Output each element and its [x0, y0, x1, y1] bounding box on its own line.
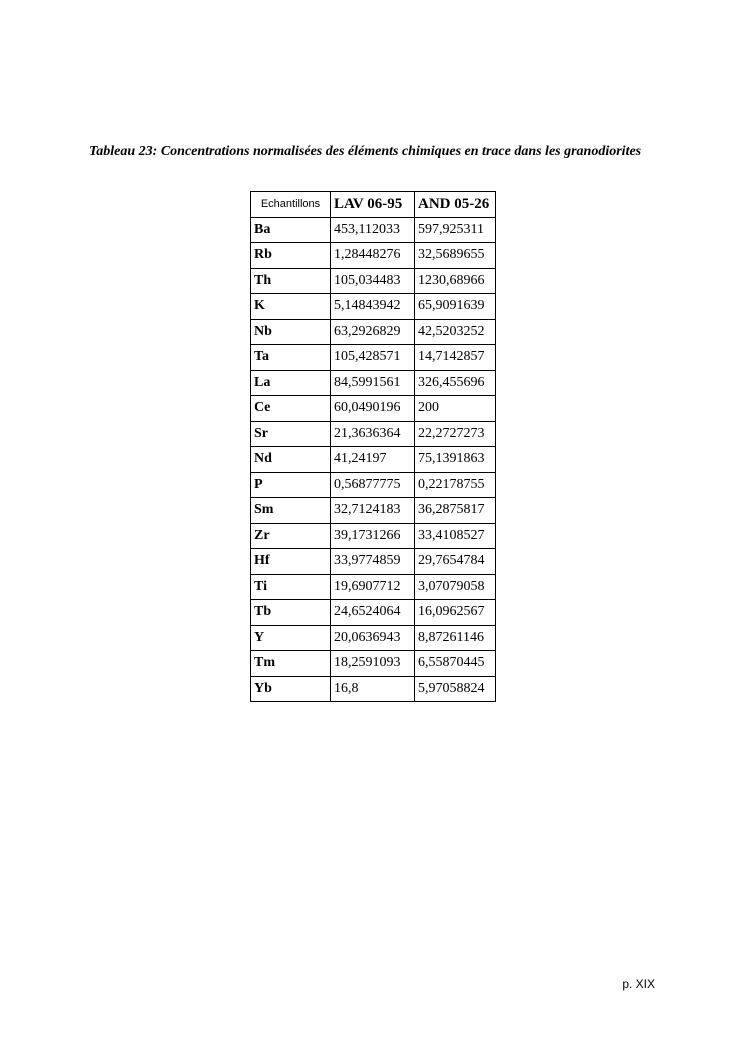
value-cell: 20,0636943 — [331, 625, 415, 651]
value-cell: 0,56877775 — [331, 472, 415, 498]
value-cell: 3,07079058 — [415, 574, 496, 600]
value-cell: 8,87261146 — [415, 625, 496, 651]
value-cell: 19,6907712 — [331, 574, 415, 600]
table-row — [251, 498, 496, 524]
value-cell: 42,5203252 — [415, 319, 496, 345]
element-cell: Hf — [251, 549, 331, 575]
table-row — [251, 421, 496, 447]
table-row — [251, 651, 496, 677]
page-number: p. XIX — [622, 977, 655, 991]
element-cell: Nb — [251, 319, 331, 345]
value-cell: 22,2727273 — [415, 421, 496, 447]
table-row — [251, 319, 496, 345]
value-cell: 5,14843942 — [331, 294, 415, 320]
table-row — [251, 523, 496, 549]
value-cell: 84,5991561 — [331, 370, 415, 396]
table-caption: Tableau 23: Concentrations normalisées des éléments chimiques en trace dans les granodiorites — [89, 144, 642, 159]
value-cell: 6,55870445 — [415, 651, 496, 677]
value-cell: 60,0490196 — [331, 396, 415, 422]
value-cell: 32,7124183 — [331, 498, 415, 524]
value-cell: 16,0962567 — [415, 600, 496, 626]
table-row — [251, 549, 496, 575]
value-cell: 33,9774859 — [331, 549, 415, 575]
element-cell: Nd — [251, 447, 331, 473]
value-cell: 63,2926829 — [331, 319, 415, 345]
value-cell: 1230,68966 — [415, 268, 496, 294]
table-row — [251, 574, 496, 600]
value-cell: 65,9091639 — [415, 294, 496, 320]
value-cell: 16,8 — [331, 676, 415, 702]
table-row — [251, 243, 496, 269]
value-cell: 39,1731266 — [331, 523, 415, 549]
element-cell: Sm — [251, 498, 331, 524]
value-cell: 14,7142857 — [415, 345, 496, 371]
value-cell: 32,5689655 — [415, 243, 496, 269]
element-cell: Ti — [251, 574, 331, 600]
element-cell: Tb — [251, 600, 331, 626]
value-cell: 24,6524064 — [331, 600, 415, 626]
value-cell: 36,2875817 — [415, 498, 496, 524]
value-cell: 29,7654784 — [415, 549, 496, 575]
element-cell: Y — [251, 625, 331, 651]
value-cell: 41,24197 — [331, 447, 415, 473]
value-cell: 453,112033 — [331, 217, 415, 243]
table-row — [251, 625, 496, 651]
element-cell: Zr — [251, 523, 331, 549]
table-row — [251, 676, 496, 702]
column-header-lav-06-95: LAV 06-95 — [331, 192, 415, 218]
table-row — [251, 294, 496, 320]
element-cell: Rb — [251, 243, 331, 269]
element-cell: Yb — [251, 676, 331, 702]
element-cell: Ta — [251, 345, 331, 371]
element-cell: K — [251, 294, 331, 320]
value-cell: 75,1391863 — [415, 447, 496, 473]
element-cell: La — [251, 370, 331, 396]
value-cell: 5,97058824 — [415, 676, 496, 702]
table-row — [251, 600, 496, 626]
table-row — [251, 370, 496, 396]
concentration-table — [250, 191, 496, 702]
column-header-samples: Echantillons — [251, 192, 331, 218]
value-cell: 0,22178755 — [415, 472, 496, 498]
table-row — [251, 268, 496, 294]
value-cell: 105,034483 — [331, 268, 415, 294]
element-cell: Th — [251, 268, 331, 294]
value-cell: 33,4108527 — [415, 523, 496, 549]
value-cell: 597,925311 — [415, 217, 496, 243]
value-cell: 1,28448276 — [331, 243, 415, 269]
element-cell: Sr — [251, 421, 331, 447]
value-cell: 105,428571 — [331, 345, 415, 371]
element-cell: P — [251, 472, 331, 498]
value-cell: 18,2591093 — [331, 651, 415, 677]
value-cell: 200 — [415, 396, 496, 422]
element-cell: Ba — [251, 217, 331, 243]
table-row — [251, 472, 496, 498]
value-cell: 326,455696 — [415, 370, 496, 396]
table-row — [251, 396, 496, 422]
table-row — [251, 447, 496, 473]
value-cell: 21,3636364 — [331, 421, 415, 447]
element-cell: Tm — [251, 651, 331, 677]
column-header-and-05-26: AND 05-26 — [415, 192, 496, 218]
element-cell: Ce — [251, 396, 331, 422]
table-header-row — [251, 192, 496, 218]
table-row — [251, 345, 496, 371]
table-row — [251, 217, 496, 243]
